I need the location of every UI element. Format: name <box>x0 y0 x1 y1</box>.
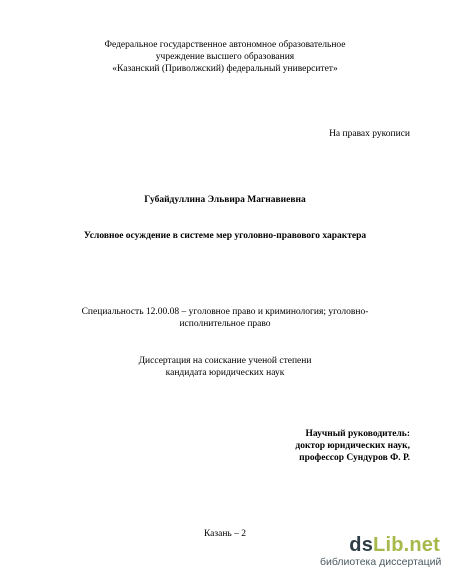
dissertation-degree-note <box>0 355 450 379</box>
dslib-tagline: библиотека диссертаций <box>320 556 442 568</box>
specialty-line-1: Специальность 12.00.08 – уголовное право и криминология; уголовно- <box>81 307 369 317</box>
manuscript-rights-note: На правах рукописи <box>329 129 410 139</box>
supervisor-line-2: доктор юридических наук, <box>295 441 410 451</box>
specialty-line-2: исполнительное право <box>179 319 271 329</box>
institution-line-2: учреждение высшего образования <box>155 52 295 62</box>
institution-header <box>0 39 450 75</box>
supervisor-line-3: профессор Сундуров Ф. Р. <box>299 453 410 463</box>
specialty-block <box>0 306 450 330</box>
institution-line-3: «Казанский (Приволжский) федеральный университет» <box>112 64 338 74</box>
city-year: Казань – 2 <box>203 529 247 539</box>
dissertation-line-1: Диссертация на соискание ученой степени <box>138 356 312 366</box>
dslib-watermark-logo[interactable] <box>312 534 440 569</box>
institution-line-1: Федеральное государственное автономное образовательное <box>104 40 346 50</box>
dslib-brand-suffix: Lib.net <box>373 534 440 556</box>
author-name: Губайдуллина Эльвира Магнавиевна <box>144 195 306 205</box>
dslib-brand-prefix: ds <box>349 534 374 556</box>
dslib-brand <box>320 534 440 556</box>
supervisor-line-1: Научный руководитель: <box>305 429 410 439</box>
thesis-title: Условное осуждение в системе мер уголовно-правового характера <box>83 231 367 241</box>
supervisor-block <box>295 428 410 464</box>
dissertation-line-2: кандидата юридических наук <box>165 368 285 378</box>
